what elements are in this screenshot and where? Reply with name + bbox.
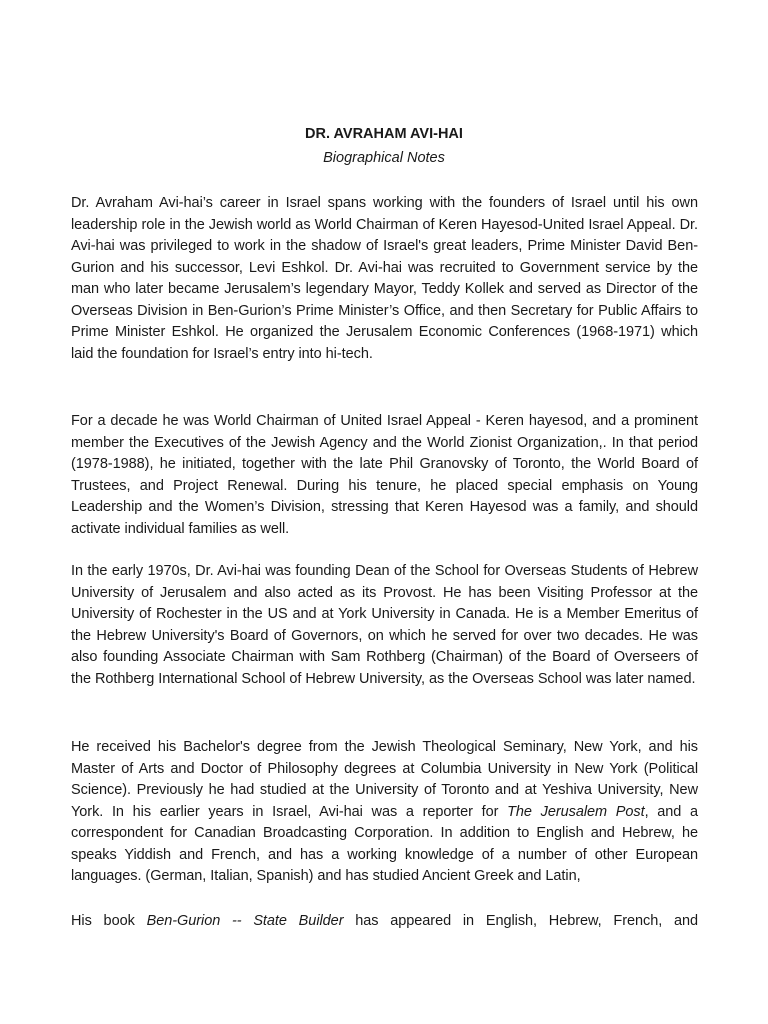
paragraph-education-text-a: He received his Bachelor's degree from the Jewish Theological Seminary, New York, and his Master of Arts and Doctor of Philosophy degrees at Columbia University in New York (Political Science). Previously he had studied at the University of Toronto and at Yeshiva University, New York. In his earlier years in Israel, Avi-hai was a reporter for [71,739,698,820]
book-title: Ben-Gurion -- State Builder [146,913,344,929]
paragraph-career: Dr. Avraham Avi-hai’s career in Israel spans working with the founders of Israel until his own leadership role in the Jewish world as World Chairman of Keren Hayesod-United Israel Appeal. Dr. Avi-hai was privileged to work in the shadow of Israel's great leaders, Prime Minister David Ben-Gurion and his successor, Levi Eshkol. Dr. Avi-hai was recruited to Government service by the man who later became Jerusalem’s legendary Mayor, Teddy Kollek and served as Director of the Overseas Division in Ben-Gurion’s Prime Minister’s Office, and then Secretary for Public Affairs to Prime Minister Eshkol. He organized the Jerusalem Economic Conferences (1968-1971) which laid the foundation for Israel’s entry into hi-tech. [71,195,698,362]
paragraph-education [71,737,698,888]
paragraph-hebrew-university: In the early 1970s, Dr. Avi-hai was founding Dean of the School for Overseas Students of Hebrew University of Jerusalem and also acted as its Provost. He has been Visiting Professor at the University of Rochester in the US and at York University in Canada. He is a Member Emeritus of the Hebrew University's Board of Governors, on which he served for over two decades. He was also founding Associate Chairman with Sam Rothberg (Chairman) of the Board of Overseers of the Rothberg International School of Hebrew University, as the Overseas School was later named. [71,563,698,687]
paragraph-world-chairman: For a decade he was World Chairman of United Israel Appeal - Keren hayesod, and a prominent member the Executives of the Jewish Agency and the World Zionist Organization,. In that period (1978-1988), he initiated, together with the late Phil Granovsky of Toronto, the World Board of Trustees, and Project Renewal. During his tenure, he placed special emphasis on Young Leadership and the Women’s Division, stressing that Keren Hayesod was a family, and should activate individual families as well. [71,413,698,537]
page-subtitle: Biographical Notes [323,150,445,166]
paragraph-book-text-a: His book [71,913,147,929]
paragraph-book-text-b: has appeared in English, Hebrew, French, and [343,913,699,929]
page-title: DR. AVRAHAM AVI-HAI [305,126,463,142]
jerusalem-post-title: The Jerusalem Post [507,803,645,820]
paragraph-book [71,911,698,933]
paragraph-education-text-b: , and a correspondent for Canadian Broadcasting Corporation. In addition to English and Hebrew, he speaks Yiddish and French, and has a working knowledge of a number of other European languages. (German, Italian, Spanish) and has studied Ancient Greek and Latin, [71,803,698,884]
